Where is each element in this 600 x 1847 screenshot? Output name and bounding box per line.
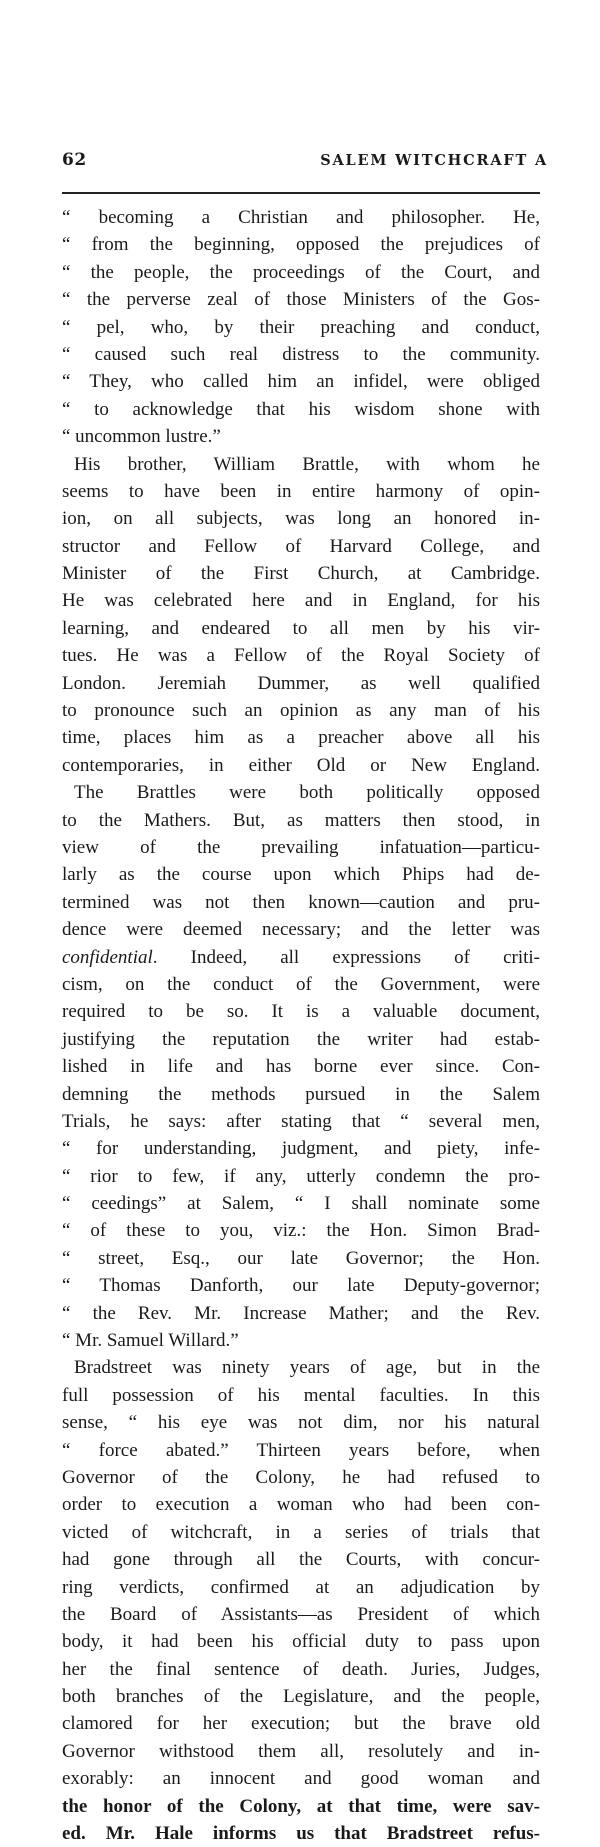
text-line: “ ceedings” at Salem, “ I shall nominate some xyxy=(62,1193,540,1215)
text-line: demning the methods pursued in the Salem xyxy=(62,1083,540,1105)
text-line: justifying the reputation the writer had estab- xyxy=(62,1028,540,1050)
text-line: structor and Fellow of Harvard College, and xyxy=(62,535,540,557)
text-line: Governor of the Colony, he had refused to xyxy=(62,1466,540,1488)
paragraph-start-line: Bradstreet was ninety years of age, but in the xyxy=(74,1357,540,1379)
text-line: required to be so. It is a valuable document, xyxy=(62,1001,540,1023)
text-line: “ rior to few, if any, utterly condemn the pro- xyxy=(62,1165,540,1187)
text-line: cism, on the conduct of the Government, were xyxy=(62,973,540,995)
text-line: “ of these to you, viz.: the Hon. Simon Brad- xyxy=(62,1220,540,1242)
body-text xyxy=(62,204,540,1847)
text-line: larly as the course upon which Phips had de- xyxy=(62,864,540,886)
running-title: SALEM WITCHCRAFT A xyxy=(320,152,548,169)
text-line: Minister of the First Church, at Cambridge. xyxy=(62,563,540,585)
text-line: termined was not then known—caution and pru- xyxy=(62,891,540,913)
text-line: tues. He was a Fellow of the Royal Society of xyxy=(62,645,540,667)
page-number: 62 xyxy=(62,150,87,170)
text-line: He was celebrated here and in England, for his xyxy=(62,590,540,612)
header-rule xyxy=(62,192,540,194)
text-line: “ becoming a Christian and philosopher. He, xyxy=(62,207,540,228)
text-line: to pronounce such an opinion as any man of his xyxy=(62,700,540,722)
text-line: order to execution a woman who had been con- xyxy=(62,1494,540,1516)
text-line: “ They, who called him an infidel, were obliged xyxy=(62,371,540,393)
text-line: had gone through all the Courts, with concur- xyxy=(62,1549,540,1571)
text-line: “ the people, the proceedings of the Court, and xyxy=(62,261,540,283)
text-line: the Board of Assistants—as President of which xyxy=(62,1603,540,1625)
running-head xyxy=(62,150,548,176)
text-line: “ caused such real distress to the community. xyxy=(62,343,540,365)
text-line: full possession of his mental faculties. In this xyxy=(62,1384,540,1406)
text-line: lished in life and has borne ever since. Con- xyxy=(62,1056,540,1078)
text-line: body, it had been his official duty to pass upon xyxy=(62,1631,540,1653)
text-line: “ for understanding, judgment, and piety, infe- xyxy=(62,1138,540,1160)
text-line: her the final sentence of death. Juries, Judges, xyxy=(62,1658,540,1680)
text-line: London. Jeremiah Dummer, as well qualified xyxy=(62,672,540,694)
text-line: sense, “ his eye was not dim, nor his natural xyxy=(62,1412,540,1434)
text-line: seems to have been in entire harmony of opin- xyxy=(62,480,540,502)
text-line: Governor withstood them all, resolutely and in- xyxy=(62,1740,540,1762)
text-line: contemporaries, in either Old or New England. xyxy=(62,754,540,776)
text-line: victed of witchcraft, in a series of trials that xyxy=(62,1521,540,1543)
text-line: “ Thomas Danforth, our late Deputy-governor; xyxy=(62,1275,540,1297)
text-line: ion, on all subjects, was long an honored in- xyxy=(62,508,540,530)
paragraph-start-line: The Brattles were both politically opposed xyxy=(74,782,540,804)
text-line: exorably: an innocent and good woman and xyxy=(62,1768,540,1790)
text-line: “ from the beginning, opposed the prejudices of xyxy=(62,234,540,256)
text-line: “ the perverse zeal of those Ministers of the Gos- xyxy=(62,289,540,311)
text-line: ed. Mr. Hale informs us that Bradstreet refus- xyxy=(62,1823,540,1845)
text-line: “ to acknowledge that his wisdom shone with xyxy=(62,398,540,420)
text-line: “ pel, who, by their preaching and conduct, xyxy=(62,316,540,338)
text-line: “ the Rev. Mr. Increase Mather; and the Rev. xyxy=(62,1302,540,1324)
text-line: clamored for her execution; but the brave old xyxy=(62,1713,540,1735)
text-line: the honor of the Colony, at that time, were sav- xyxy=(62,1795,540,1817)
text-line: “ force abated.” Thirteen years before, when xyxy=(62,1439,540,1461)
italic-word: confidential xyxy=(62,946,153,968)
text-line: “ uncommon lustre.” xyxy=(62,426,221,448)
text-line: view of the prevailing infatuation—particu- xyxy=(62,836,540,858)
book-page xyxy=(62,150,548,1847)
text-line: time, places him as a preacher above all his xyxy=(62,727,540,749)
italic-line: confidential. Indeed, all expressions of criti- xyxy=(62,946,540,968)
text-line: “ Mr. Samuel Willard.” xyxy=(62,1330,239,1352)
text-line: “ street, Esq., our late Governor; the Hon. xyxy=(62,1247,540,1269)
text-line: Trials, he says: after stating that “ several men, xyxy=(62,1110,540,1132)
paragraph-start-line: His brother, William Brattle, with whom he xyxy=(74,453,540,475)
text-line: both branches of the Legislature, and the people, xyxy=(62,1686,540,1708)
text-line: ring verdicts, confirmed at an adjudication by xyxy=(62,1576,540,1598)
text-line: dence were deemed necessary; and the letter was xyxy=(62,919,540,941)
text-line: learning, and endeared to all men by his vir- xyxy=(62,617,540,639)
text-line: to the Mathers. But, as matters then stood, in xyxy=(62,809,540,831)
